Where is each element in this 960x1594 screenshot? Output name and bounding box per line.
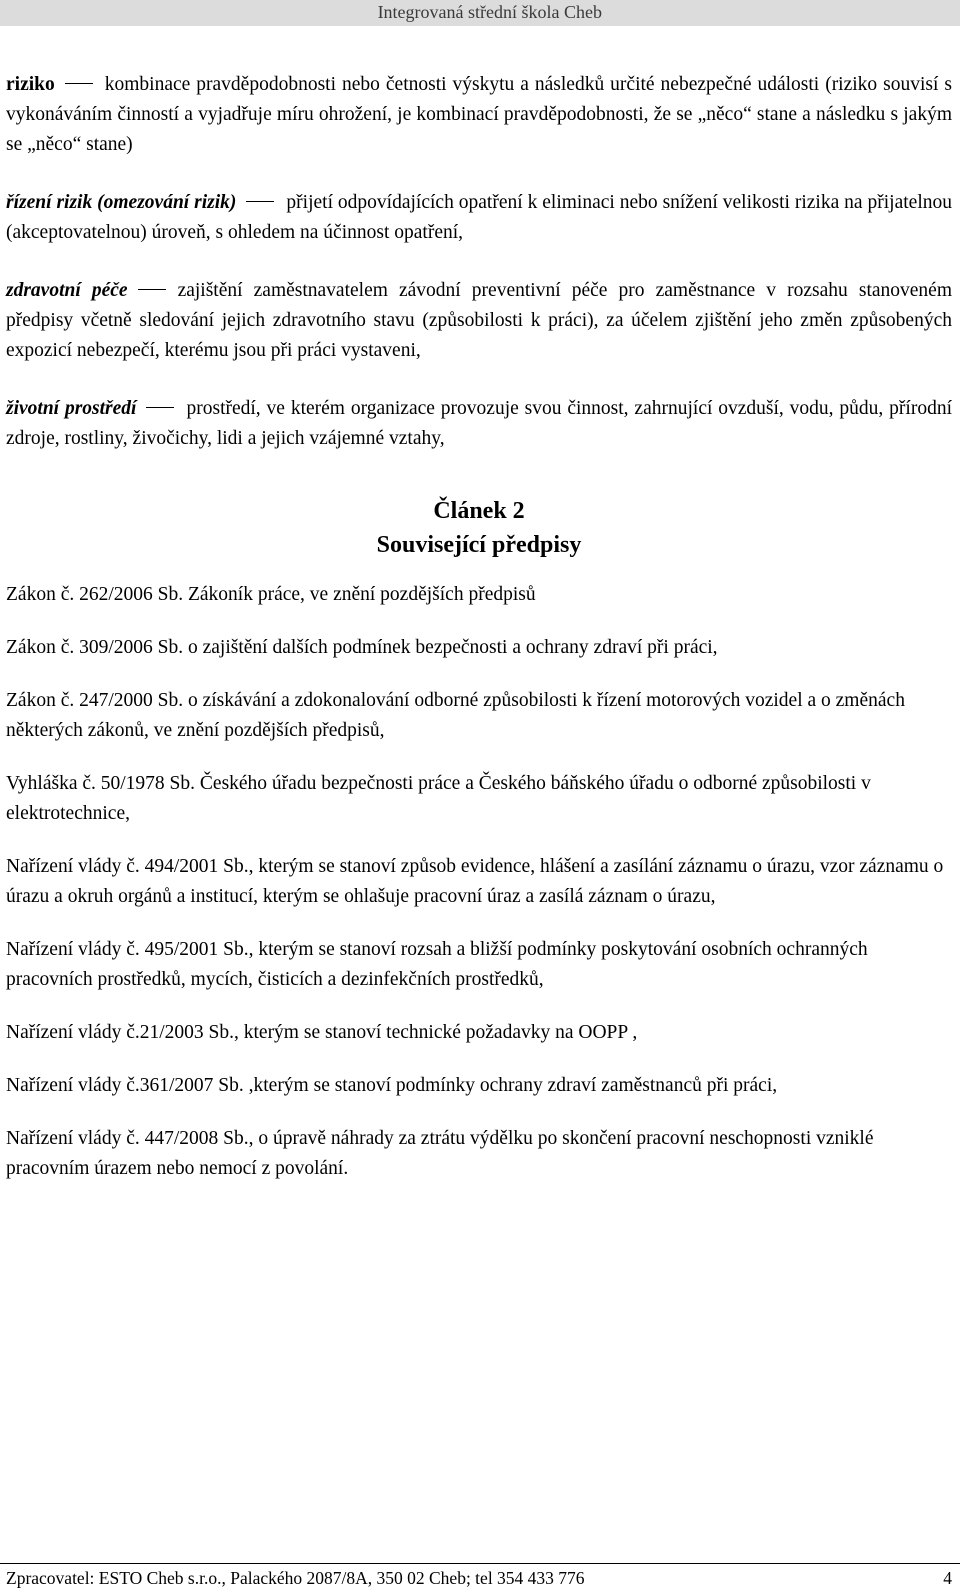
article-number: Článek 2 xyxy=(433,498,525,524)
em-dash xyxy=(146,407,174,408)
page-footer xyxy=(0,1563,960,1594)
regulation-item: Zákon č. 247/2000 Sb. o získávání a zdokonalování odborné způsobilosti k řízení motorových vozidel a o změnách některých zákonů, ve znění pozdějších předpisů, xyxy=(6,690,905,741)
definition-text: prostředí, ve kterém organizace provozuje svou činnost, zahrnující ovzduší, vodu, půdu, přírodní zdroje, rostliny, živočichy, lidi a jejich vzájemné vztahy, xyxy=(6,398,953,449)
regulation-item: Zákon č. 309/2006 Sb. o zajištění dalších podmínek bezpečnosti a ochrany zdraví při práci, xyxy=(6,637,718,658)
regulation-item: Nařízení vlády č.361/2007 Sb. ,kterým se stanoví podmínky ochrany zdraví zaměstnanců při práci, xyxy=(6,1075,778,1096)
page-number: 4 xyxy=(943,1568,952,1588)
article-heading xyxy=(6,494,952,562)
regulation-item: Nařízení vlády č.21/2003 Sb., kterým se stanoví technické požadavky na OOPP , xyxy=(6,1022,638,1043)
regulation-item: Vyhláška č. 50/1978 Sb. Českého úřadu bezpečnosti práce a Českého báňského úřadu o odborné způsobilosti v elektrotechnice, xyxy=(6,773,871,824)
regulation-item: Nařízení vlády č. 447/2008 Sb., o úpravě náhrady za ztrátu výdělku po skončení pracovní neschopnosti vzniklé pracovním úrazem nebo nemocí z povolání. xyxy=(6,1128,874,1179)
regulation-item: Nařízení vlády č. 494/2001 Sb., kterým se stanoví způsob evidence, hlášení a zasílání záznamu o úrazu, vzor záznamu o úrazu a okruh orgánů a institucí, kterým se ohlašuje pracovní úraz a zasílá záznam o úrazu, xyxy=(6,856,944,907)
footer-contact: Zpracovatel: ESTO Cheb s.r.o., Palackého 2087/8A, 350 02 Cheb; tel 354 433 776 xyxy=(6,1568,585,1588)
definition-term: riziko xyxy=(6,74,55,95)
definition-term: řízení rizik (omezování rizik) xyxy=(6,192,237,213)
definition-text: kombinace pravděpodobnosti nebo četnosti výskytu a následků určité nebezpečné události (riziko souvisí s vykonáváním činností a vyjadřuje míru ohrožení, je kombinací pravděpodobnosti, že se „něco“ stane a následku s jakým se „něco“ stane) xyxy=(6,74,952,155)
definition-rizeni-rizik xyxy=(6,188,952,248)
definition-zivotni-prostredi xyxy=(6,394,952,454)
definition-zdravotni-pece xyxy=(6,276,952,366)
em-dash xyxy=(138,289,166,290)
header-school-name: Integrovaná střední škola Cheb xyxy=(377,2,602,22)
regulation-item: Nařízení vlády č. 495/2001 Sb., kterým se stanoví rozsah a bližší podmínky poskytování osobních ochranných pracovních prostředků, mycích, čisticích a dezinfekčních prostředků, xyxy=(6,939,868,990)
document-body xyxy=(6,70,952,1207)
definition-term: životní prostředí xyxy=(6,398,137,419)
definition-riziko xyxy=(6,70,952,160)
page-header xyxy=(0,0,960,26)
em-dash xyxy=(246,201,274,202)
definition-text: přijetí odpovídajících opatření k eliminaci nebo snížení velikosti rizika na přijatelnou (akceptovatelnou) úroveň, s ohledem na účinnost opatření, xyxy=(6,192,952,243)
definition-text: zajištění zaměstnavatelem závodní preventivní péče pro zaměstnance v rozsahu stanoveném předpisy včetně sledování jejich zdravotního stavu (způsobilosti k práci), za účelem zjištění jeho změn způsobených expozicí nebezpečí, kterému jsou při práci vystaveni, xyxy=(6,280,952,361)
regulation-item: Zákon č. 262/2006 Sb. Zákoník práce, ve znění pozdějších předpisů xyxy=(6,584,536,605)
definition-term: zdravotní péče xyxy=(6,280,128,301)
article-title: Související předpisy xyxy=(376,532,582,558)
em-dash xyxy=(65,83,93,84)
